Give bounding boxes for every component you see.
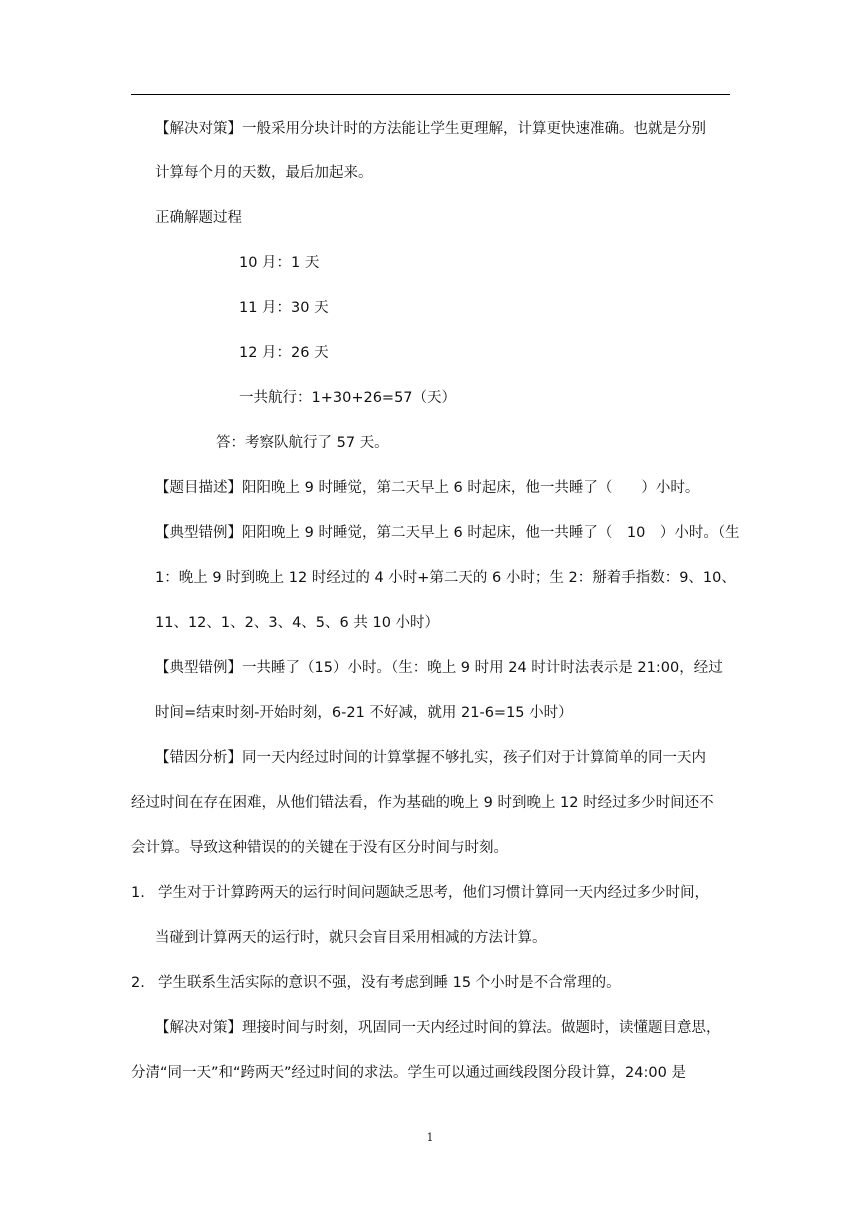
list-item-text: 学生联系生活实际的意识不强，没有考虑到睡 15 个小时是不合常理的。	[158, 975, 621, 991]
text-line: 【解决对策】一般采用分块计时的方法能让学生更理解，计算更快速准确。也就是分别	[155, 121, 706, 137]
text-line: 分清“同一天”和“跨两天”经过时间的求法。学生可以通过画线段图分段计算，24:00 是	[131, 1065, 686, 1081]
text-line: 10 月：1 天	[239, 255, 320, 271]
text-line: 正确解题过程	[155, 210, 242, 226]
list-item-text: 学生对于计算跨两天的运行时间问题缺乏思考，他们习惯计算同一天内经过多少时间，	[158, 885, 709, 901]
list-number: 1.	[131, 885, 145, 901]
text-line: 【典型错例】一共睡了（15）小时。（生：晚上 9 时用 24 时计时法表示是 21:00，经过	[155, 660, 723, 676]
text-line: 经过时间在存在困难，从他们错法看，作为基础的晚上 9 时到晚上 12 时经过多少时间还不	[131, 795, 714, 811]
text-line: 【典型错例】阳阳晚上 9 时睡觉，第二天早上 6 时起床，他一共睡了（ 10 ）小时。（生	[155, 525, 740, 541]
text-line: 答：考察队航行了 57 天。	[216, 435, 389, 451]
text-line: 时间=结束时刻-开始时刻，6-21 不好减，就用 21-6=15 小时）	[155, 705, 573, 721]
text-line: 11 月：30 天	[239, 300, 329, 316]
page-number: 1	[426, 1131, 434, 1144]
text-line: 11、12、1、2、3、4、5、6 共 10 小时）	[155, 615, 440, 631]
text-line: 一共航行：1+30+26=57（天）	[239, 390, 457, 406]
text-line: 【题目描述】阳阳晚上 9 时睡觉，第二天早上 6 时起床，他一共睡了（ ）小时。	[155, 480, 700, 496]
header-rule	[131, 94, 730, 95]
list-item	[131, 883, 709, 903]
text-line: 【错因分析】同一天内经过时间的计算掌握不够扎实，孩子们对于计算简单的同一天内	[155, 750, 706, 766]
text-line: 【解决对策】理接时间与时刻，巩固同一天内经过时间的算法。做题时，读懂题目意思，	[155, 1020, 721, 1036]
list-item	[131, 973, 621, 993]
text-line: 当碰到计算两天的运行时，就只会盲目采用相减的方法计算。	[155, 930, 547, 946]
text-line: 1：晚上 9 时到晚上 12 时经过的 4 小时+第二天的 6 小时；生 2：掰着手指数：9、10、	[155, 570, 736, 586]
text-line: 计算每个月的天数，最后加起来。	[155, 165, 373, 181]
list-number: 2.	[131, 975, 145, 991]
text-line: 12 月：26 天	[239, 345, 329, 361]
text-line: 会计算。导致这种错误的的关键在于没有区分时间与时刻。	[131, 840, 508, 856]
